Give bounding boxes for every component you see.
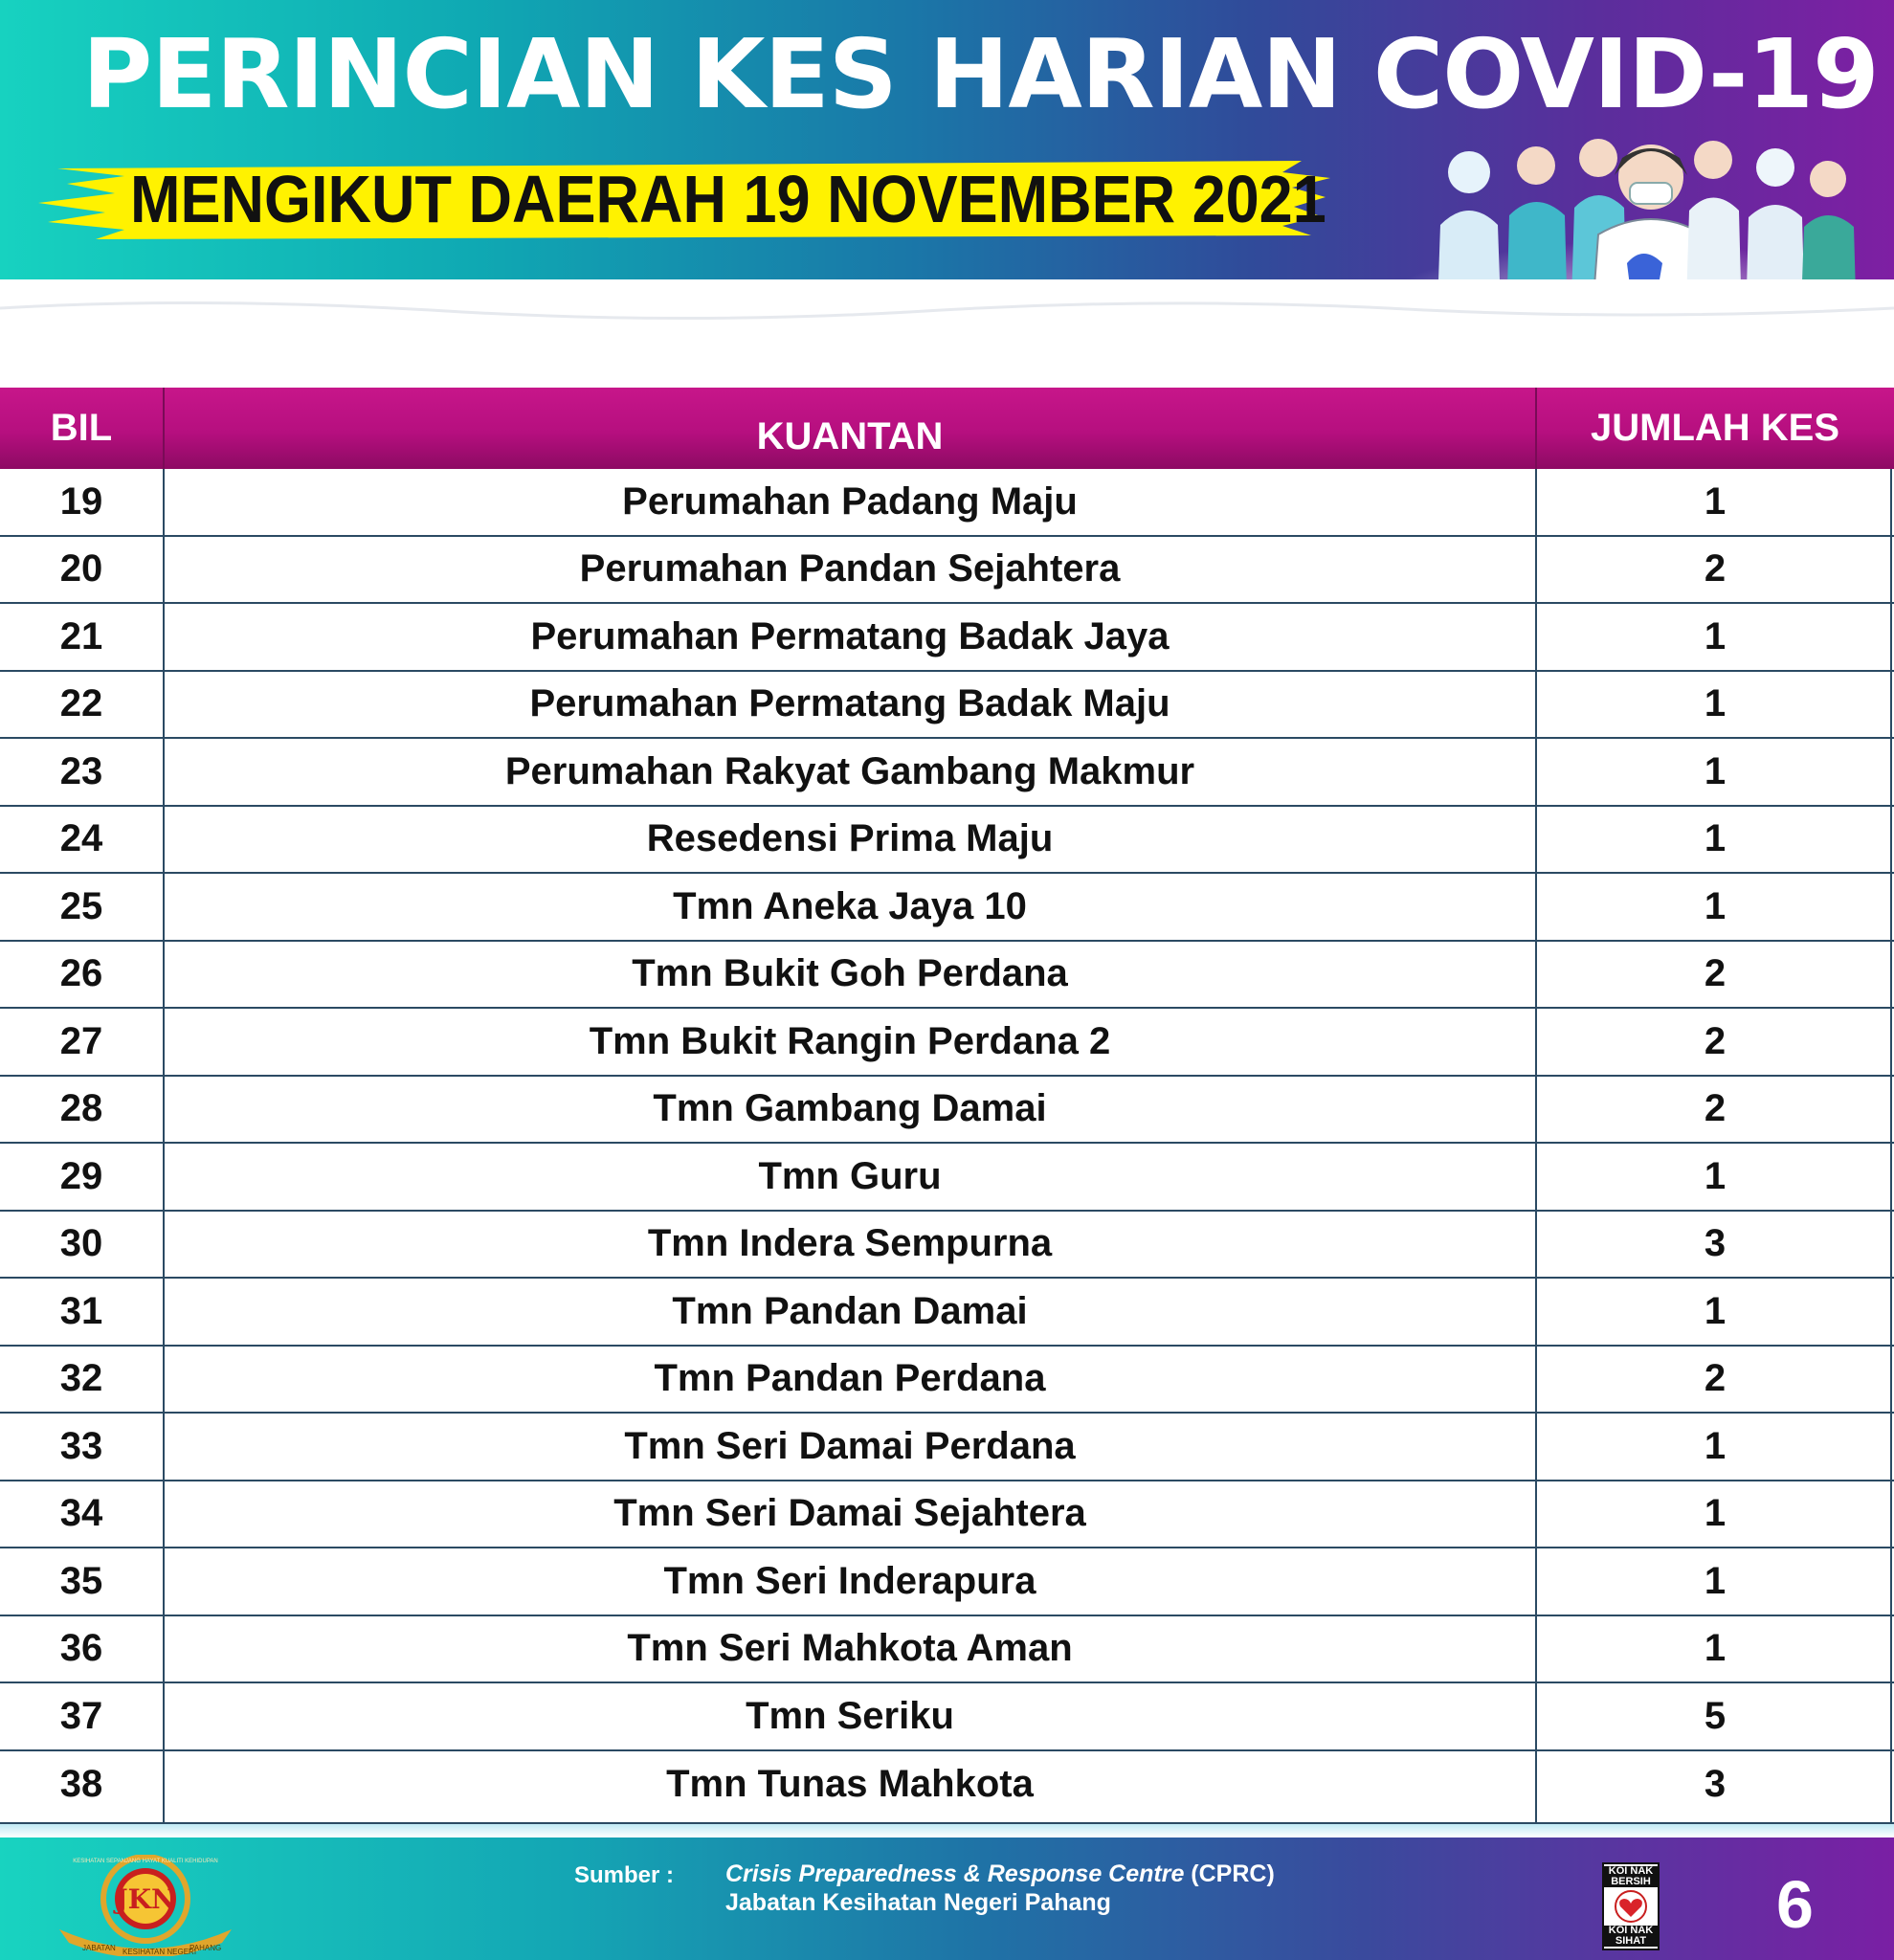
row-count-cell: 5 (1704, 1694, 1727, 1737)
source-department: Jabatan Kesihatan Negeri Pahang (725, 1889, 1111, 1916)
source-org-abbr: (CPRC) (1184, 1860, 1275, 1887)
row-count-cell: 3 (1704, 1222, 1727, 1265)
row-count-cell: 3 (1704, 1763, 1727, 1806)
table-row (0, 874, 1894, 942)
row-count-cell: 1 (1704, 1154, 1727, 1197)
table-row (0, 1683, 1894, 1751)
torn-paper-edge (0, 279, 1894, 337)
svg-text:JKN: JKN (115, 1883, 176, 1915)
row-count-cell: 2 (1704, 952, 1727, 995)
row-count-cell: 2 (1704, 547, 1727, 590)
column-header-count: JUMLAH KES (1590, 407, 1840, 449)
table-row (0, 1414, 1894, 1481)
table-row (0, 469, 1894, 537)
row-count-cell: 1 (1704, 1289, 1727, 1332)
row-bil-cell: 21 (59, 614, 103, 657)
row-count-cell: 1 (1704, 749, 1727, 792)
table-row (0, 1548, 1894, 1616)
heart-icon (1612, 1890, 1650, 1923)
table-row (0, 1347, 1894, 1414)
row-bil-cell: 27 (59, 1019, 103, 1062)
table-row (0, 807, 1894, 875)
row-bil-cell: 26 (59, 952, 103, 995)
table-row (0, 604, 1894, 672)
table-row (0, 942, 1894, 1010)
row-bil-cell: 38 (59, 1763, 103, 1806)
svg-text:PAHANG: PAHANG (189, 1944, 222, 1952)
row-location-cell: Tmn Seriku (746, 1694, 954, 1737)
row-count-cell: 1 (1704, 1559, 1727, 1602)
row-location-cell: Perumahan Permatang Badak Maju (529, 682, 1170, 725)
table-row (0, 1212, 1894, 1280)
column-header-bil: BIL (50, 407, 113, 449)
row-location-cell: Tmn Indera Sempurna (647, 1222, 1053, 1265)
column-divider (1535, 469, 1537, 1822)
row-bil-cell: 34 (59, 1492, 103, 1535)
row-bil-cell: 32 (59, 1357, 103, 1400)
row-location-cell: Perumahan Rakyat Gambang Makmur (504, 749, 1195, 792)
table-row (0, 1077, 1894, 1145)
table-row (0, 672, 1894, 740)
row-location-cell: Perumahan Pandan Sejahtera (579, 547, 1121, 590)
jkn-logo-icon (50, 1855, 241, 1956)
table-header (0, 388, 1894, 469)
row-count-cell: 1 (1704, 479, 1727, 523)
page-subtitle: MENGIKUT DAERAH 19 NOVEMBER 2021 (130, 162, 1326, 236)
row-bil-cell: 37 (59, 1694, 103, 1737)
row-count-cell: 1 (1704, 884, 1727, 927)
table-row (0, 1481, 1894, 1549)
footer-bar (0, 1838, 1894, 1960)
column-divider (163, 469, 165, 1822)
koi-badge-bottom-text: KOI NAK SIHAT (1604, 1926, 1658, 1947)
column-header-area: KUANTAN (756, 415, 944, 457)
svg-text:JABATAN: JABATAN (82, 1944, 116, 1952)
row-location-cell: Tmn Guru (758, 1154, 942, 1197)
row-bil-cell: 24 (59, 817, 103, 860)
row-count-cell: 1 (1704, 1492, 1727, 1535)
row-bil-cell: 25 (59, 884, 103, 927)
svg-text:KESIHATAN SEPANJANG HAYAT KUAL: KESIHATAN SEPANJANG HAYAT KUALITI KEHIDUPAN (73, 1859, 218, 1864)
row-bil-cell: 29 (59, 1154, 103, 1197)
table-row (0, 1751, 1894, 1819)
svg-text:KESIHATAN NEGERI: KESIHATAN NEGERI (123, 1948, 197, 1956)
header-banner (0, 0, 1894, 283)
row-location-cell: Tmn Gambang Damai (653, 1087, 1047, 1130)
source-org-name: Crisis Preparedness & Response Centre (725, 1860, 1185, 1887)
table-row (0, 1144, 1894, 1212)
row-location-cell: Tmn Seri Damai Sejahtera (613, 1492, 1086, 1535)
row-count-cell: 1 (1704, 614, 1727, 657)
koi-nak-sihat-badge (1602, 1862, 1660, 1950)
row-location-cell: Perumahan Permatang Badak Jaya (530, 614, 1170, 657)
table-row (0, 1616, 1894, 1684)
page-number: 6 (1776, 1867, 1814, 1942)
row-bil-cell: 19 (59, 479, 103, 523)
table-row (0, 537, 1894, 605)
table-right-border (1890, 469, 1892, 1822)
cases-table (0, 388, 1894, 1818)
row-bil-cell: 23 (59, 749, 103, 792)
row-count-cell: 1 (1704, 817, 1727, 860)
row-bil-cell: 22 (59, 682, 103, 725)
row-location-cell: Tmn Bukit Rangin Perdana 2 (589, 1019, 1111, 1062)
healthcare-workers-illustration-icon (1393, 120, 1890, 283)
koi-badge-top-text: KOI NAK BERSIH (1604, 1866, 1658, 1887)
row-bil-cell: 33 (59, 1424, 103, 1467)
row-location-cell: Tmn Pandan Damai (672, 1289, 1028, 1332)
table-bottom-shade (0, 1824, 1894, 1838)
row-location-cell: Tmn Seri Damai Perdana (624, 1424, 1076, 1467)
row-bil-cell: 36 (59, 1627, 103, 1670)
row-count-cell: 2 (1704, 1087, 1727, 1130)
row-location-cell: Tmn Pandan Perdana (654, 1357, 1046, 1400)
table-row (0, 1009, 1894, 1077)
row-location-cell: Tmn Bukit Goh Perdana (632, 952, 1068, 995)
source-label: Sumber : (574, 1862, 675, 1888)
row-bil-cell: 35 (59, 1559, 103, 1602)
row-count-cell: 1 (1704, 682, 1727, 725)
table-row (0, 739, 1894, 807)
row-count-cell: 1 (1704, 1424, 1727, 1467)
row-location-cell: Resedensi Prima Maju (646, 817, 1054, 860)
row-count-cell: 2 (1704, 1357, 1727, 1400)
row-bil-cell: 20 (59, 547, 103, 590)
table-row (0, 1279, 1894, 1347)
row-location-cell: Tmn Aneka Jaya 10 (673, 884, 1027, 927)
row-location-cell: Tmn Seri Mahkota Aman (627, 1627, 1073, 1670)
row-count-cell: 1 (1704, 1627, 1727, 1670)
row-location-cell: Tmn Seri Inderapura (663, 1559, 1036, 1602)
table-body (0, 469, 1894, 1818)
page-title: PERINCIAN KES HARIAN COVID-19 (82, 18, 1879, 130)
row-bil-cell: 28 (59, 1087, 103, 1130)
row-location-cell: Tmn Tunas Mahkota (666, 1763, 1034, 1806)
row-location-cell: Perumahan Padang Maju (622, 479, 1078, 523)
row-bil-cell: 30 (59, 1222, 103, 1265)
row-bil-cell: 31 (59, 1289, 103, 1332)
row-count-cell: 2 (1704, 1019, 1727, 1062)
source-organization (725, 1860, 1275, 1888)
